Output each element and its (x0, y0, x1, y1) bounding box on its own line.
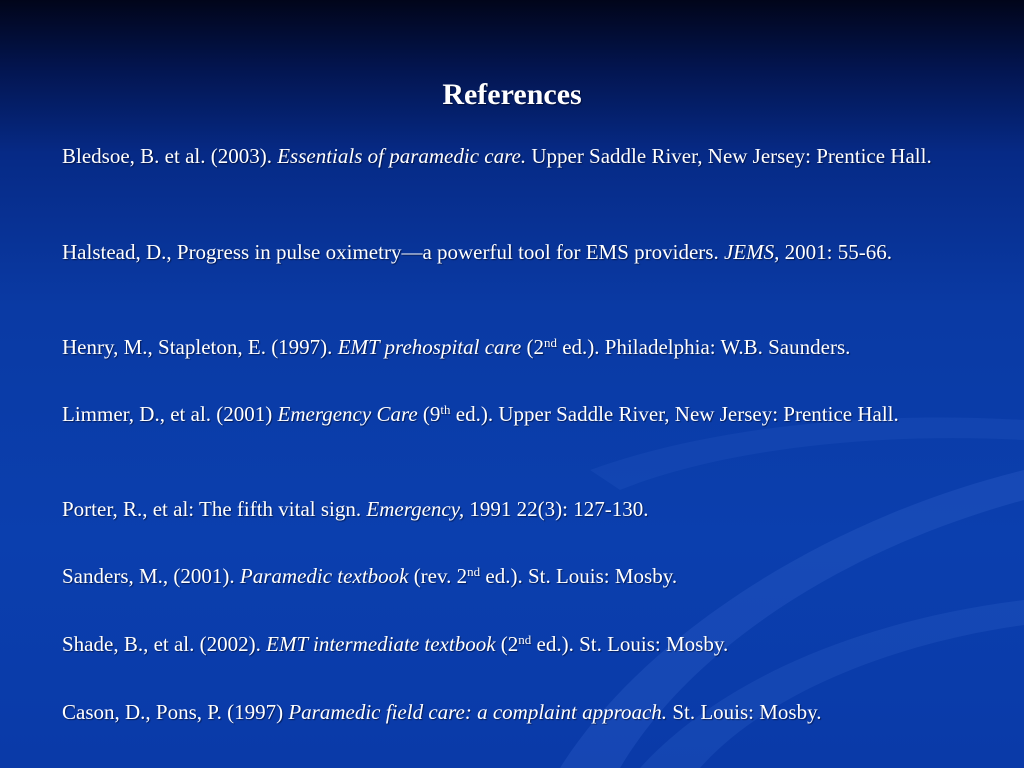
reference-title: Essentials of paramedic care. (277, 144, 527, 168)
reference-title: EMT prehospital care (337, 335, 522, 359)
reference-title: Paramedic textbook (239, 564, 409, 588)
reference-details: (rev. 2 (408, 564, 468, 588)
reference-author: Sanders, M., (2001). (62, 564, 240, 588)
reference-publisher: ed.). Philadelphia: W.B. Saunders. (556, 335, 851, 359)
slide-title: References (442, 78, 582, 111)
reference-title: JEMS, (723, 240, 780, 264)
reference-publisher: ed.). St. Louis: Mosby. (531, 632, 729, 656)
reference-details: St. Louis: Mosby. (667, 700, 822, 724)
reference-author: Bledsoe, B. et al. (2003). (62, 144, 278, 168)
reference-author: Shade, B., et al. (2002). (62, 632, 267, 656)
reference-publisher: ed.). St. Louis: Mosby. (480, 564, 678, 588)
reference-title: Emergency Care (277, 402, 418, 426)
edition-superscript: nd (543, 335, 557, 350)
swoosh-arc-upper (590, 417, 1024, 490)
reference-author: Cason, D., Pons, P. (1997) (62, 700, 289, 724)
reference-item (62, 630, 728, 658)
reference-item (62, 333, 850, 361)
reference-item (62, 400, 899, 428)
reference-title: Paramedic field care: a complaint approach. (288, 700, 668, 724)
edition-superscript: nd (518, 632, 532, 647)
reference-title: EMT intermediate textbook (266, 632, 496, 656)
edition-superscript: nd (467, 564, 481, 579)
reference-details: 2001: 55-66. (779, 240, 892, 264)
reference-title: Emergency, (366, 497, 465, 521)
reference-author: Limmer, D., et al. (2001) (62, 402, 278, 426)
reference-details: (2 (521, 335, 544, 359)
reference-details: (2 (495, 632, 519, 656)
reference-item (62, 142, 932, 170)
reference-item (62, 562, 677, 590)
reference-publisher: ed.). Upper Saddle River, New Jersey: Prentice Hall. (450, 402, 899, 426)
reference-details: Upper Saddle River, New Jersey: Prentice Hall. (526, 144, 932, 168)
reference-author: Halstead, D., Progress in pulse oximetry—a powerful tool for EMS providers. (62, 240, 724, 264)
reference-item (62, 495, 648, 523)
reference-details: 1991 22(3): 127-130. (464, 497, 649, 521)
reference-details: (9 (417, 402, 441, 426)
reference-author: Porter, R., et al: The fifth vital sign. (62, 497, 367, 521)
reference-item (62, 238, 892, 266)
edition-superscript: th (440, 402, 451, 417)
reference-item (62, 698, 821, 726)
reference-author: Henry, M., Stapleton, E. (1997). (62, 335, 338, 359)
